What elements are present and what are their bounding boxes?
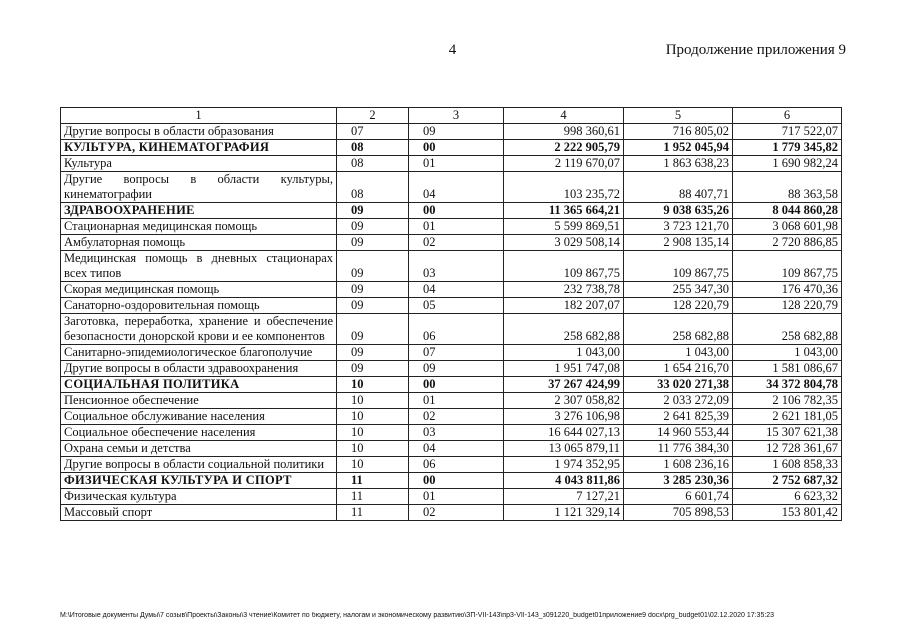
row-name: Физическая культура (61, 489, 337, 505)
column-number: 1 (61, 108, 337, 124)
amount-col4: 258 682,88 (504, 314, 624, 345)
section-code: 11 (337, 505, 409, 521)
row-name: КУЛЬТУРА, КИНЕМАТОГРАФИЯ (61, 140, 337, 156)
table-row (61, 219, 842, 235)
section-code: 09 (337, 203, 409, 219)
amount-col5: 109 867,75 (624, 251, 733, 282)
amount-col5: 716 805,02 (624, 124, 733, 140)
table-row (61, 393, 842, 409)
row-name: СОЦИАЛЬНАЯ ПОЛИТИКА (61, 377, 337, 393)
amount-col4: 4 043 811,86 (504, 473, 624, 489)
subsection-code: 03 (409, 251, 504, 282)
file-path-footer: М:\Итоговые документы Думы\7 созыв\Проекты\Законы\3 чтение\Комитет по бюджету, налогам и экономическому развитию\ЗП-VII-143\пр3-VII-143_з091220_budget01приложение9 docx\prg_budget01\02.12.2020 17:35:23 (60, 612, 775, 619)
section-code: 08 (337, 156, 409, 172)
section-code: 10 (337, 409, 409, 425)
amount-col4: 2 307 058,82 (504, 393, 624, 409)
section-code: 07 (337, 124, 409, 140)
column-number: 3 (409, 108, 504, 124)
amount-col4: 13 065 879,11 (504, 441, 624, 457)
table-row (61, 235, 842, 251)
table-row (61, 505, 842, 521)
table-row (61, 345, 842, 361)
amount-col6: 176 470,36 (733, 282, 842, 298)
amount-col4: 3 276 106,98 (504, 409, 624, 425)
section-code: 09 (337, 282, 409, 298)
amount-col4: 1 951 747,08 (504, 361, 624, 377)
column-number: 4 (504, 108, 624, 124)
subsection-code: 02 (409, 505, 504, 521)
section-code: 09 (337, 235, 409, 251)
subsection-code: 00 (409, 377, 504, 393)
section-row (61, 377, 842, 393)
amount-col6: 88 363,58 (733, 172, 842, 203)
amount-col4: 11 365 664,21 (504, 203, 624, 219)
table-row (61, 251, 842, 282)
amount-col6: 258 682,88 (733, 314, 842, 345)
section-code: 09 (337, 251, 409, 282)
subsection-code: 04 (409, 282, 504, 298)
subsection-code: 04 (409, 441, 504, 457)
amount-col5: 705 898,53 (624, 505, 733, 521)
amount-col4: 5 599 869,51 (504, 219, 624, 235)
amount-col4: 37 267 424,99 (504, 377, 624, 393)
row-name: ФИЗИЧЕСКАЯ КУЛЬТУРА И СПОРТ (61, 473, 337, 489)
amount-col6: 1 581 086,67 (733, 361, 842, 377)
subsection-code: 09 (409, 361, 504, 377)
row-name: Другие вопросы в области культуры, кинематографии (61, 172, 337, 203)
amount-col5: 11 776 384,30 (624, 441, 733, 457)
row-name: Массовый спорт (61, 505, 337, 521)
amount-col5: 1 043,00 (624, 345, 733, 361)
amount-col4: 182 207,07 (504, 298, 624, 314)
section-code: 10 (337, 441, 409, 457)
amount-col4: 16 644 027,13 (504, 425, 624, 441)
subsection-code: 05 (409, 298, 504, 314)
subsection-code: 01 (409, 156, 504, 172)
subsection-code: 06 (409, 314, 504, 345)
section-code: 10 (337, 425, 409, 441)
table-row (61, 441, 842, 457)
amount-col5: 258 682,88 (624, 314, 733, 345)
row-name: Другие вопросы в области здравоохранения (61, 361, 337, 377)
amount-col6: 15 307 621,38 (733, 425, 842, 441)
amount-col6: 1 043,00 (733, 345, 842, 361)
amount-col6: 1 690 982,24 (733, 156, 842, 172)
row-name: Охрана семьи и детства (61, 441, 337, 457)
subsection-code: 04 (409, 172, 504, 203)
amount-col4: 7 127,21 (504, 489, 624, 505)
subsection-code: 01 (409, 219, 504, 235)
subsection-code: 00 (409, 473, 504, 489)
amount-col5: 3 723 121,70 (624, 219, 733, 235)
section-row (61, 140, 842, 156)
section-code: 09 (337, 361, 409, 377)
row-name: Социальное обеспечение населения (61, 425, 337, 441)
amount-col6: 153 801,42 (733, 505, 842, 521)
column-number: 6 (733, 108, 842, 124)
amount-col6: 1 608 858,33 (733, 457, 842, 473)
section-row (61, 473, 842, 489)
amount-col4: 1 043,00 (504, 345, 624, 361)
table-row (61, 282, 842, 298)
amount-col6: 717 522,07 (733, 124, 842, 140)
section-code: 11 (337, 473, 409, 489)
amount-col5: 2 641 825,39 (624, 409, 733, 425)
subsection-code: 06 (409, 457, 504, 473)
amount-col6: 128 220,79 (733, 298, 842, 314)
amount-col4: 103 235,72 (504, 172, 624, 203)
amount-col5: 1 952 045,94 (624, 140, 733, 156)
amount-col6: 1 779 345,82 (733, 140, 842, 156)
row-name: Заготовка, переработка, хранение и обеспечение безопасности донорской крови и ее компонентов (61, 314, 337, 345)
amount-col4: 3 029 508,14 (504, 235, 624, 251)
subsection-code: 03 (409, 425, 504, 441)
amount-col5: 1 863 638,23 (624, 156, 733, 172)
amount-col6: 2 720 886,85 (733, 235, 842, 251)
table-row (61, 298, 842, 314)
section-row (61, 203, 842, 219)
row-name: Медицинская помощь в дневных стационарах всех типов (61, 251, 337, 282)
amount-col5: 128 220,79 (624, 298, 733, 314)
subsection-code: 07 (409, 345, 504, 361)
subsection-code: 00 (409, 203, 504, 219)
amount-col6: 2 621 181,05 (733, 409, 842, 425)
table-row (61, 172, 842, 203)
amount-col5: 1 608 236,16 (624, 457, 733, 473)
page-number: 4 (448, 42, 457, 58)
subsection-code: 00 (409, 140, 504, 156)
amount-col4: 998 360,61 (504, 124, 624, 140)
section-code: 11 (337, 489, 409, 505)
row-name: Санаторно-оздоровительная помощь (61, 298, 337, 314)
amount-col5: 2 033 272,09 (624, 393, 733, 409)
amount-col4: 2 222 905,79 (504, 140, 624, 156)
row-name: Стационарная медицинская помощь (61, 219, 337, 235)
column-number: 2 (337, 108, 409, 124)
subsection-code: 01 (409, 489, 504, 505)
table-row (61, 124, 842, 140)
column-number: 5 (624, 108, 733, 124)
section-code: 09 (337, 345, 409, 361)
row-name: Другие вопросы в области социальной политики (61, 457, 337, 473)
table-row (61, 314, 842, 345)
amount-col6: 2 106 782,35 (733, 393, 842, 409)
amount-col4: 1 121 329,14 (504, 505, 624, 521)
section-code: 10 (337, 457, 409, 473)
amount-col5: 9 038 635,26 (624, 203, 733, 219)
section-code: 10 (337, 393, 409, 409)
amount-col4: 232 738,78 (504, 282, 624, 298)
subsection-code: 02 (409, 235, 504, 251)
amount-col4: 2 119 670,07 (504, 156, 624, 172)
amount-col4: 109 867,75 (504, 251, 624, 282)
column-number-row (61, 108, 842, 124)
row-name: Санитарно-эпидемиологическое благополучие (61, 345, 337, 361)
amount-col5: 88 407,71 (624, 172, 733, 203)
subsection-code: 02 (409, 409, 504, 425)
row-name: Скорая медицинская помощь (61, 282, 337, 298)
continuation-label: Продолжение приложения 9 (665, 42, 846, 58)
amount-col5: 3 285 230,36 (624, 473, 733, 489)
budget-table (60, 107, 842, 521)
amount-col6: 3 068 601,98 (733, 219, 842, 235)
amount-col5: 2 908 135,14 (624, 235, 733, 251)
amount-col6: 109 867,75 (733, 251, 842, 282)
section-code: 08 (337, 140, 409, 156)
amount-col6: 12 728 361,67 (733, 441, 842, 457)
section-code: 09 (337, 298, 409, 314)
amount-col5: 1 654 216,70 (624, 361, 733, 377)
amount-col5: 6 601,74 (624, 489, 733, 505)
amount-col6: 34 372 804,78 (733, 377, 842, 393)
amount-col5: 255 347,30 (624, 282, 733, 298)
amount-col4: 1 974 352,95 (504, 457, 624, 473)
row-name: Культура (61, 156, 337, 172)
table-row (61, 361, 842, 377)
table-row (61, 425, 842, 441)
amount-col6: 2 752 687,32 (733, 473, 842, 489)
subsection-code: 09 (409, 124, 504, 140)
amount-col6: 8 044 860,28 (733, 203, 842, 219)
row-name: Социальное обслуживание населения (61, 409, 337, 425)
section-code: 09 (337, 219, 409, 235)
row-name: Пенсионное обеспечение (61, 393, 337, 409)
row-name: ЗДРАВООХРАНЕНИЕ (61, 203, 337, 219)
table-row (61, 457, 842, 473)
table-row (61, 489, 842, 505)
row-name: Амбулаторная помощь (61, 235, 337, 251)
amount-col5: 33 020 271,38 (624, 377, 733, 393)
amount-col5: 14 960 553,44 (624, 425, 733, 441)
section-code: 10 (337, 377, 409, 393)
table-row (61, 409, 842, 425)
row-name: Другие вопросы в области образования (61, 124, 337, 140)
table-row (61, 156, 842, 172)
amount-col6: 6 623,32 (733, 489, 842, 505)
subsection-code: 01 (409, 393, 504, 409)
section-code: 08 (337, 172, 409, 203)
section-code: 09 (337, 314, 409, 345)
